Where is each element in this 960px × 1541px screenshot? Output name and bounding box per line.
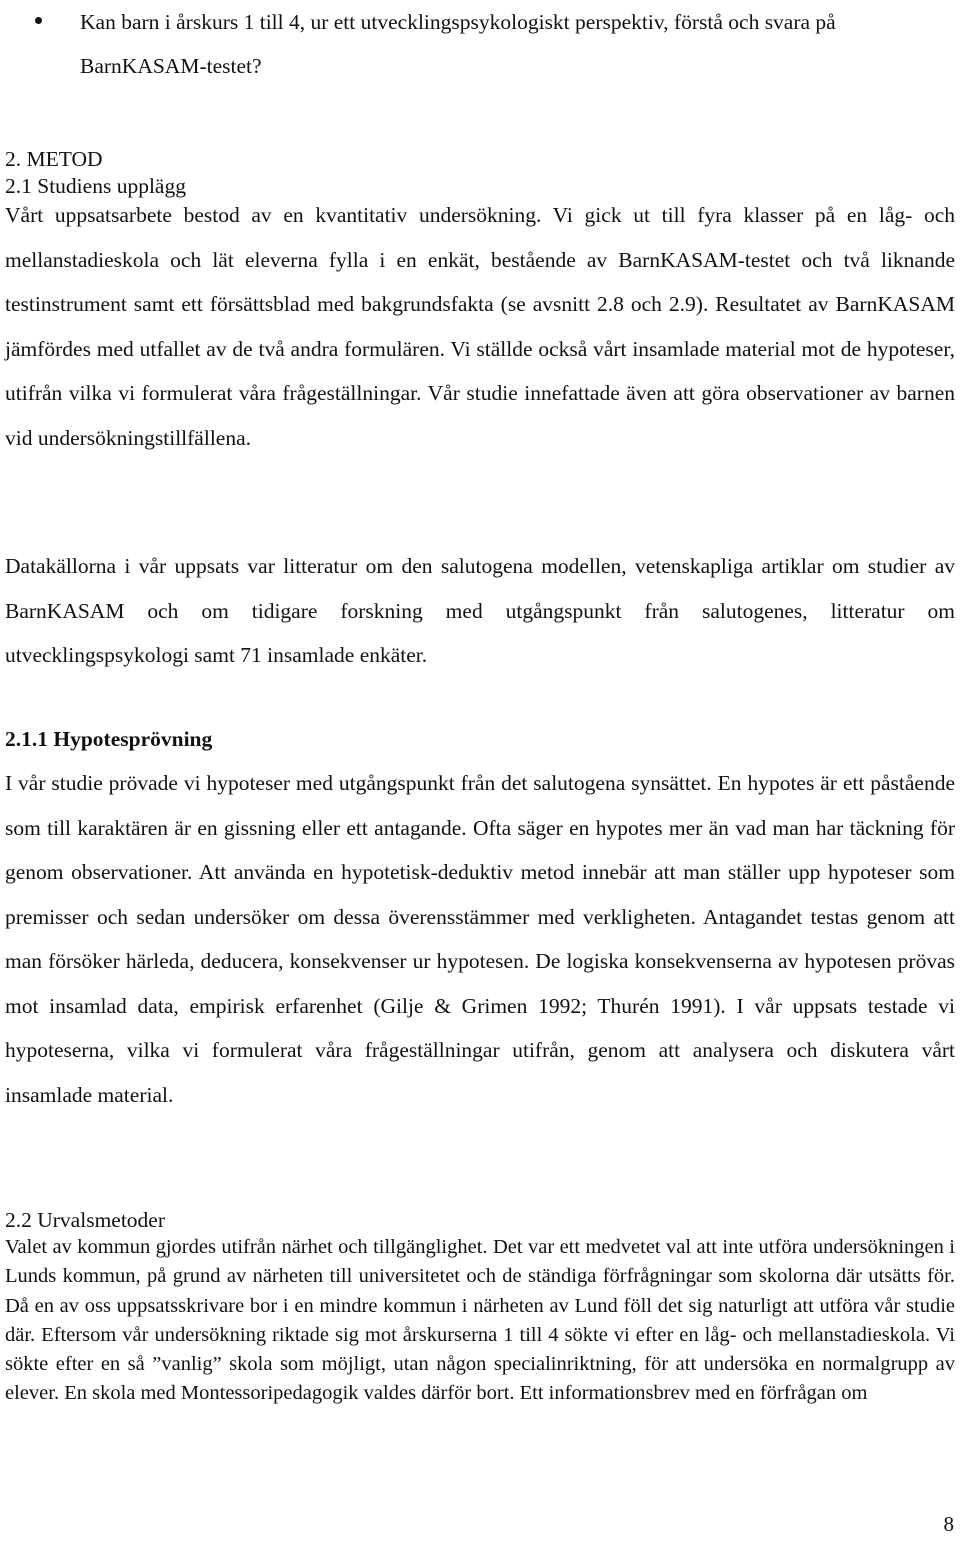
bullet-dot-icon: [35, 17, 42, 24]
page-number: 8: [943, 1512, 954, 1536]
paragraph-upplagg: Vårt uppsatsarbete bestod av en kvantitativ undersökning. Vi gick ut till fyra klasser på en låg- och mellanstadieskola och lät eleverna fylla i en enkät, bestående av BarnKASAM-testet och två liknande testinstrument samt ett försättsblad med bakgrundsfakta (se avsnitt 2.8 och 2.9). Resultatet av BarnKASAM jämfördes med utfallet av de två andra formulären. Vi ställde också vårt insamlade material mot de hypoteser, utifrån vilka vi formulerat våra frågeställningar. Vår studie innefattade även att göra observationer av barnen vid undersökningstillfällena.: [5, 203, 955, 450]
heading-metod: 2. METOD: [5, 147, 103, 171]
heading-urvalsmetoder: 2.2 Urvalsmetoder: [5, 1208, 166, 1232]
paragraph-datakallor: Datakällorna i vår uppsats var litteratur om den salutogena modellen, vetenskapliga artiklar om studier av BarnKASAM och om tidigare forskning med utgångspunkt från salutogenes, litteratur om utvecklingspsykologi samt 71 insamlade enkäter.: [5, 554, 955, 667]
bullet-item: [35, 0, 935, 88]
heading-hypotesprovning: 2.1.1 Hypotesprövning: [5, 727, 213, 751]
heading-studiens-upplagg: 2.1 Studiens upplägg: [5, 174, 186, 198]
paragraph-hypotesprovning: I vår studie prövade vi hypoteser med utgångspunkt från det salutogena synsättet. En hypotes är ett påstående som till karaktären är en gissning eller ett antagande. Ofta säger en hypotes mer än vad man har täckning för genom observationer. Att använda en hypotetisk-deduktiv metod innebär att man ställer upp hypoteser som premisser och sedan undersöker om dessa överensstämmer med verkligheten. Antagandet testas genom att man försöker härleda, deducera, konsekvenser ur hypotesen. De logiska konsekvenserna av hypotesen prövas mot insamlad data, empirisk erfarenhet (Gilje & Grimen 1992; Thurén 1991). I vår uppsats testade vi hypoteserna, vilka vi formulerat våra frågeställningar utifrån, genom att analysera och diskutera vårt insamlade material.: [5, 771, 955, 1107]
bullet-text: Kan barn i årskurs 1 till 4, ur ett utvecklingspsykologiskt perspektiv, förstå och svara på BarnKASAM-testet?: [80, 10, 836, 78]
paragraph-urvalsmetoder: Valet av kommun gjordes utifrån närhet och tillgänglighet. Det var ett medvetet val att inte utföra undersökningen i Lunds kommun, på grund av närheten till universitetet och de ständiga förfrågningar som skolorna där utsätts för. Då en av oss uppsatsskrivare bor i en mindre kommun i närheten av Lund föll det sig naturligt att utföra vår studie där. Eftersom vår undersökning riktade sig mot årskurserna 1 till 4 sökte vi efter en låg- och mellanstadieskola. Vi sökte efter en så ”vanlig” skola som möjligt, utan någon specialinriktning, för att undersöka en normalgrupp av elever. En skola med Montessoripedagogik valdes därför bort. Ett informationsbrev med en förfrågan om: [5, 1236, 955, 1405]
